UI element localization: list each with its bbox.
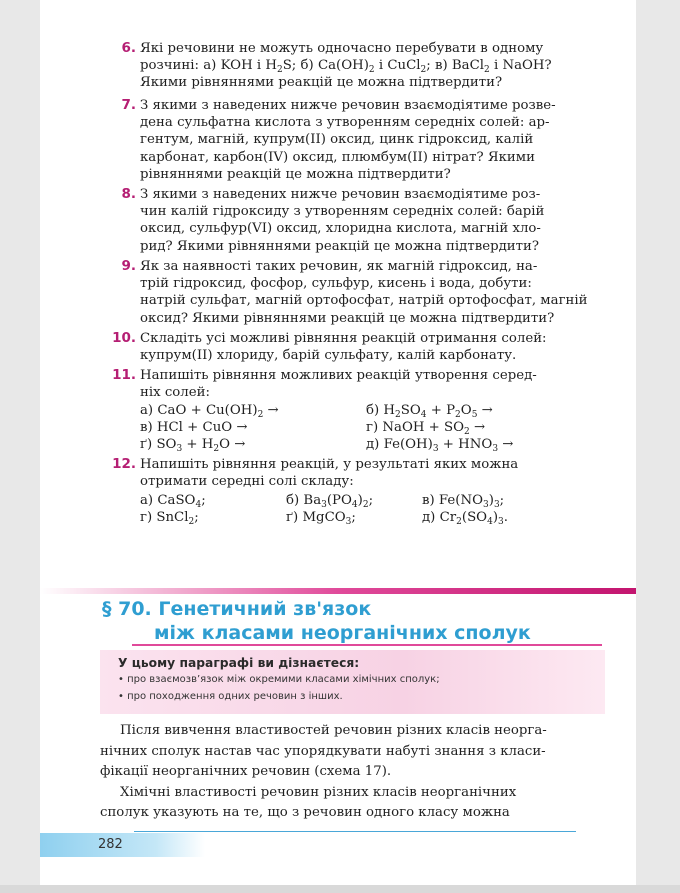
page-number: 282 — [98, 837, 123, 852]
equation: б) $H_2SO_4 + P_2O_5$ → — [366, 403, 493, 420]
body-line: нічних сполук настав час упорядкувати набуті знання з класи- — [100, 743, 546, 759]
page-bottom-edge — [0, 885, 680, 893]
exercise-number: 10. — [112, 330, 136, 346]
equation: в) HCl + CuO → — [140, 420, 248, 436]
section-title-line1: Генетичний зв'язок — [158, 598, 372, 620]
equation: д) $Fe(OH)_3 + HNO_3$ → — [366, 437, 514, 455]
equation-row — [140, 436, 580, 453]
salt-formula: д) $Cr_2(SO_4)_3$. — [422, 510, 508, 528]
exercise-text: Складіть усі можливі рівняння реакцій отримання солей: купрум(ІІ) хлориду, барій сульфату, калій карбонату. — [140, 331, 547, 364]
salt-row — [140, 492, 580, 509]
learn-box-item: • про взаємозв’язок між окремими класами хімічних сполук; — [118, 674, 440, 685]
book-page — [40, 0, 636, 885]
equation: а) CaO + $Cu(OH)_2$ → — [140, 403, 279, 420]
exercise-text: Напишіть рівняння можливих реакцій утворення серед- ніх солей: — [140, 368, 537, 401]
exercise-number: 7. — [121, 97, 136, 113]
body-line: Хімічні властивості речовин різних класів неорганічних — [120, 784, 517, 800]
page-margin-right — [636, 0, 680, 893]
section-divider-bar — [40, 588, 636, 594]
q12-salts — [140, 492, 580, 526]
q11-equations — [140, 402, 580, 454]
exercise-text: Як за наявності таких речовин, як магній гідроксид, на- трій гідроксид, фосфор, сульфур, кисень і вода, добути: натрій сульфат, магній ортофосфат, натрій ортофосфат, магній оксид? Якими рівняннями реакцій це можна підтвердити? — [140, 259, 588, 326]
body-line: фікації неорганічних речовин (схема 17). — [100, 764, 392, 779]
footer-line — [134, 831, 576, 832]
equation: ґ) $SO_3 + H_2O$ → — [140, 437, 246, 455]
section-underline — [132, 644, 602, 646]
equation: г) NaOH + $SO_2$ → — [366, 420, 486, 438]
body-line: сполук указують на те, що з речовин одного класу можна — [100, 805, 510, 820]
exercise-number: 12. — [112, 456, 136, 472]
section-number: § 70. — [102, 598, 152, 620]
page-margin-left — [0, 0, 40, 893]
salt-formula: в) $Fe(NO_3)_3$; — [422, 493, 505, 510]
salt-formula: б) $Ba_3(PO_4)_2$; — [286, 493, 374, 510]
exercise-number: 9. — [121, 258, 136, 274]
learn-box-heading: У цьому параграфі ви дізнаєтеся: — [118, 656, 360, 670]
equation-row — [140, 419, 580, 436]
body-text — [100, 721, 605, 824]
section-title — [102, 596, 531, 644]
learn-box-item: • про походження одних речовин з інших. — [118, 691, 343, 702]
salt-row — [140, 509, 580, 526]
exercise-text: Які речовини не можуть одночасно перебувати в одному розчині: а) KOH і $H_2S$; б) $Ca(OH)_2$ і CuCl$_2$; в) BaCl$_2$ і NaOH? Якими рівняннями реакцій це можна підтвердити? — [140, 41, 552, 91]
salt-formula: г) SnCl$_2$; — [140, 510, 199, 528]
salt-formula: ґ) MgCO$_3$; — [286, 510, 356, 528]
exercise-number: 11. — [112, 367, 136, 383]
body-line: Після вивчення властивостей речовин різних класів неорга- — [120, 723, 547, 738]
section-title-line2: між класами неорганічних сполук — [154, 622, 531, 644]
equation-row — [140, 402, 580, 419]
salt-formula: а) CaSO$_4$; — [140, 493, 206, 510]
exercise-text: З якими з наведених нижче речовин взаємодіятиме роз- чин калій гідроксиду з утворенням середніх солей: барій оксид, сульфур(VI) оксид, хлоридна кислота, магній хло- рид? Якими рівняннями реакцій це можна підтвердити? — [140, 187, 545, 254]
learn-box — [100, 650, 605, 714]
exercise-number: 8. — [121, 186, 136, 202]
exercise-number: 6. — [121, 40, 136, 56]
exercise-text: Напишіть рівняння реакцій, у результаті яких можна отримати середні солі складу: — [140, 457, 519, 490]
exercise-text: З якими з наведених нижче речовин взаємодіятиме розве- дена сульфатна кислота з утворенням середніх солей: ар- гентум, магній, купрум(ІІ) оксид, цинк гідроксид, калій карбонат, карбон(IV) оксид, плюмбум(ІІ) нітрат? Якими рівняннями реакцій це можна підтвердити? — [140, 98, 556, 182]
